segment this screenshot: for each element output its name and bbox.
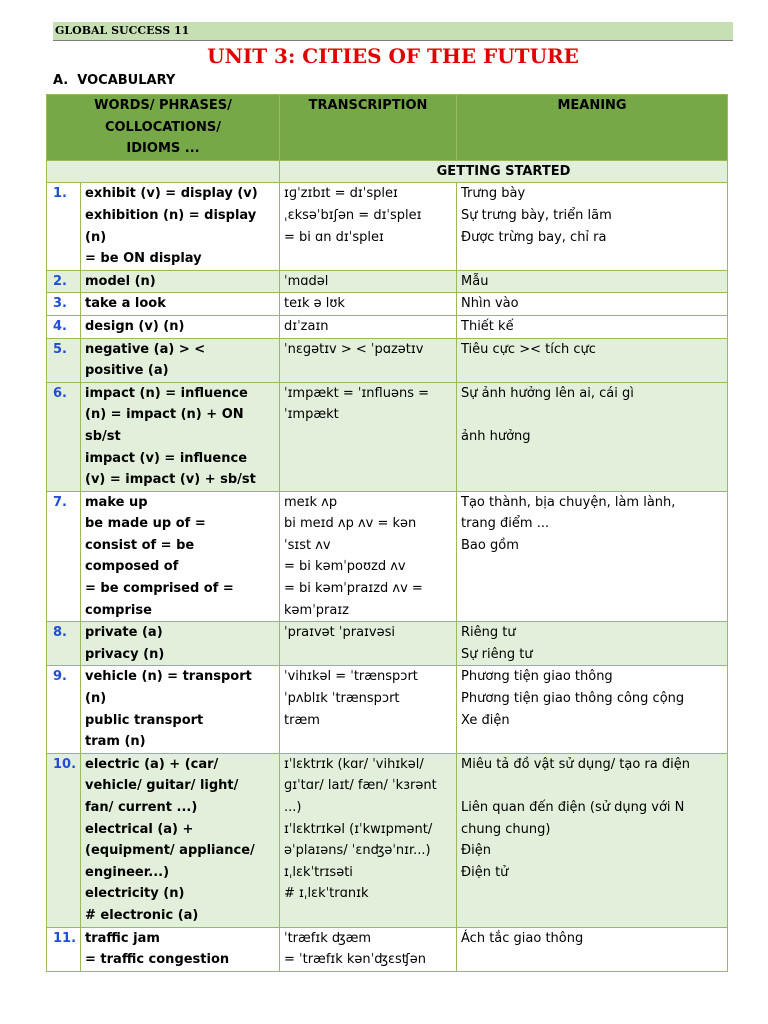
row-number: 1. xyxy=(47,183,81,270)
word-cell-line: exhibit (v) = display (v) xyxy=(85,186,258,202)
transcription-cell-line: ɡɪˈtɑr/ laɪt/ fæn/ ˈkɜrənt xyxy=(284,778,437,794)
word-cell-line: # electronic (a) xyxy=(85,907,199,923)
transcription-cell xyxy=(280,270,457,293)
transcription-cell-line: bi meɪd ʌp ʌv = kən xyxy=(284,516,417,532)
transcription-cell-line: træm xyxy=(284,712,320,728)
table-row xyxy=(47,753,728,927)
meaning-cell-line: Thiết kế xyxy=(461,318,514,334)
word-cell-line: = be comprised of = xyxy=(85,581,234,597)
transcription-cell-line: ˈtræfɪk ʤæm xyxy=(284,930,372,946)
word-cell-line: electricity (n) xyxy=(85,886,185,902)
word-cell-line: privacy (n) xyxy=(85,646,165,662)
words-column-header xyxy=(47,95,280,161)
word-cell xyxy=(81,666,280,753)
word-cell xyxy=(81,622,280,666)
course-header-bar xyxy=(53,22,733,41)
word-cell-line: (equipment/ appliance/ xyxy=(85,843,255,859)
meaning-cell-line: Được trừng bay, chỉ ra xyxy=(461,229,607,245)
words-header-line: COLLOCATIONS/ xyxy=(104,119,222,135)
word-cell-line: fan/ current ...) xyxy=(85,800,198,815)
row-number: 3. xyxy=(47,293,81,316)
section-label: A. VOCABULARY xyxy=(53,73,176,88)
transcription-cell xyxy=(280,315,457,338)
transcription-cell xyxy=(280,293,457,316)
word-cell xyxy=(81,315,280,338)
table-row xyxy=(47,183,728,270)
transcription-cell-line: kəmˈpraɪz xyxy=(284,602,349,618)
word-cell-line: design (v) (n) xyxy=(85,318,185,334)
transcription-cell-line: əˈplaɪəns/ ˈɛnʤəˈnɪr...) xyxy=(284,843,431,859)
transcription-cell xyxy=(280,753,457,927)
meaning-cell-line: Xe điện xyxy=(461,712,510,728)
meaning-column-header: MEANING xyxy=(457,95,728,161)
word-cell-line: engineer...) xyxy=(85,864,170,880)
word-cell-line: public transport xyxy=(85,712,204,728)
meaning-cell-line: Riêng tư xyxy=(461,625,516,641)
word-cell-line: take a look xyxy=(85,296,166,312)
word-cell xyxy=(81,927,280,971)
word-cell-line: negative (a) > < xyxy=(85,341,206,357)
meaning-cell xyxy=(457,183,728,270)
transcription-cell-line: = bi ɑn dɪˈspleɪ xyxy=(284,229,384,245)
meaning-cell-line: Phương tiện giao thông công cộng xyxy=(461,691,685,707)
meaning-cell xyxy=(457,491,728,622)
table-row xyxy=(47,622,728,666)
meaning-cell xyxy=(457,338,728,382)
meaning-cell xyxy=(457,315,728,338)
row-number: 5. xyxy=(47,338,81,382)
table-row xyxy=(47,338,728,382)
table-row xyxy=(47,382,728,491)
word-cell-line: electric (a) + (car/ xyxy=(85,756,219,772)
word-cell-line: make up xyxy=(85,494,148,510)
meaning-cell xyxy=(457,382,728,491)
transcription-cell-line: ˌɛksəˈbɪʃən = dɪˈspleɪ xyxy=(284,207,422,223)
row-number: 8. xyxy=(47,622,81,666)
transcription-cell xyxy=(280,622,457,666)
word-cell-line: (v) = impact (v) + sb/st xyxy=(85,472,256,488)
meaning-cell-line: Điện xyxy=(461,843,491,859)
transcription-cell-line: ɪˈlɛktrɪkəl (ɪˈkwɪpmənt/ xyxy=(284,821,433,837)
word-cell-line: composed of xyxy=(85,559,179,575)
transcription-cell-line: ...) xyxy=(284,800,302,815)
word-cell xyxy=(81,753,280,927)
meaning-cell-line: Sự trưng bày, triển lãm xyxy=(461,207,612,223)
transcription-cell-line: ɪˈlɛktrɪk (kɑr/ ˈvihɪkəl/ xyxy=(284,756,424,772)
meaning-cell-line: Ách tắc giao thông xyxy=(461,930,584,946)
transcription-cell xyxy=(280,382,457,491)
word-cell-line: comprise xyxy=(85,602,152,618)
transcription-column-header: TRANSCRIPTION xyxy=(280,95,457,161)
transcription-cell-line: ˈpraɪvət ˈpraɪvəsi xyxy=(284,625,395,641)
meaning-cell-line: Sự riêng tư xyxy=(461,646,533,662)
meaning-cell-line: Tiêu cực >< tích cực xyxy=(461,341,596,357)
row-number: 2. xyxy=(47,270,81,293)
meaning-cell-line: Mẫu xyxy=(461,273,489,289)
meaning-cell-line xyxy=(461,404,723,426)
word-cell-line: = be ON display xyxy=(85,251,202,267)
transcription-cell-line: ˈvihɪkəl = ˈtrænspɔrt xyxy=(284,669,418,685)
meaning-cell xyxy=(457,666,728,753)
word-cell-line: (n) = impact (n) + ON xyxy=(85,407,244,423)
row-number: 7. xyxy=(47,491,81,622)
table-row xyxy=(47,293,728,316)
meaning-cell-line: Tạo thành, bịa chuyện, làm lành, xyxy=(461,494,676,510)
meaning-cell-line: chung chung) xyxy=(461,821,551,837)
word-cell xyxy=(81,183,280,270)
transcription-cell-line: ɪˌlɛkˈtrɪsəti xyxy=(284,864,353,880)
transcription-cell-line: ˈmɑdəl xyxy=(284,273,329,289)
word-cell-line: tram (n) xyxy=(85,734,146,750)
word-cell-line: private (a) xyxy=(85,625,163,641)
course-name: GLOBAL SUCCESS 11 xyxy=(55,24,190,37)
meaning-cell-line xyxy=(461,775,723,797)
transcription-cell xyxy=(280,666,457,753)
transcription-cell-line: ɪɡˈzɪbɪt = dɪˈspleɪ xyxy=(284,186,398,202)
word-cell-line: traffic jam xyxy=(85,930,160,946)
row-number: 4. xyxy=(47,315,81,338)
word-cell xyxy=(81,293,280,316)
transcription-cell-line: meɪk ʌp xyxy=(284,494,338,510)
transcription-cell-line: ˈɪmpækt xyxy=(284,407,339,423)
word-cell-line: electrical (a) + xyxy=(85,821,194,837)
vocabulary-table xyxy=(46,94,728,972)
word-cell-line: be made up of = xyxy=(85,516,206,532)
subsection-spacer xyxy=(47,160,280,183)
word-cell-line: vehicle (n) = transport xyxy=(85,669,252,685)
meaning-cell-line: trang điểm ... xyxy=(461,516,550,532)
words-header-line: WORDS/ PHRASES/ xyxy=(94,98,232,113)
table-row xyxy=(47,666,728,753)
meaning-cell xyxy=(457,293,728,316)
transcription-cell-line: ˈɪmpækt = ˈɪnfluəns = xyxy=(284,385,429,401)
word-cell-line: positive (a) xyxy=(85,363,169,379)
table-row xyxy=(47,491,728,622)
word-cell xyxy=(81,338,280,382)
word-cell-line: (n) xyxy=(85,229,107,245)
transcription-cell-line: = ˈtræfɪk kənˈʤɛsʧən xyxy=(284,952,426,968)
transcription-cell-line: dɪˈzaɪn xyxy=(284,318,329,334)
transcription-cell-line: ˈnɛɡətɪv > < ˈpɑzətɪv xyxy=(284,341,424,357)
subsection-title: GETTING STARTED xyxy=(280,160,728,183)
word-cell xyxy=(81,270,280,293)
subsection-row xyxy=(47,160,728,183)
word-cell-line: = traffic congestion xyxy=(85,952,230,968)
word-cell xyxy=(81,382,280,491)
meaning-cell-line: Nhìn vào xyxy=(461,296,519,312)
row-number: 10. xyxy=(47,753,81,927)
transcription-cell xyxy=(280,491,457,622)
transcription-cell-line: = bi kəmˈpoʊzd ʌv xyxy=(284,559,406,575)
transcription-cell-line: ˈpʌblɪk ˈtrænspɔrt xyxy=(284,691,400,707)
word-cell xyxy=(81,491,280,622)
meaning-cell-line: Phương tiện giao thông xyxy=(461,669,613,685)
transcription-cell-line: ˈsɪst ʌv xyxy=(284,537,331,553)
meaning-cell-line: Liên quan đến điện (sử dụng với N xyxy=(461,800,685,815)
row-number: 9. xyxy=(47,666,81,753)
meaning-cell-line: Miêu tả đồ vật sử dụng/ tạo ra điện xyxy=(461,756,690,772)
word-cell-line: vehicle/ guitar/ light/ xyxy=(85,778,239,794)
meaning-cell xyxy=(457,622,728,666)
transcription-cell xyxy=(280,927,457,971)
table-header-row xyxy=(47,95,728,161)
word-cell-line: model (n) xyxy=(85,273,156,289)
word-cell-line: impact (n) = influence xyxy=(85,385,248,401)
table-row xyxy=(47,270,728,293)
word-cell-line: impact (v) = influence xyxy=(85,450,248,466)
row-number: 6. xyxy=(47,382,81,491)
meaning-cell-line: Bao gồm xyxy=(461,537,519,553)
word-cell-line: consist of = be xyxy=(85,537,195,553)
meaning-cell-line: ảnh hưởng xyxy=(461,428,531,444)
word-cell-line: sb/st xyxy=(85,428,121,444)
transcription-cell xyxy=(280,338,457,382)
transcription-cell-line: teɪk ə lʊk xyxy=(284,296,345,312)
meaning-cell-line: Trưng bày xyxy=(461,186,526,202)
meaning-cell xyxy=(457,270,728,293)
word-cell-line: (n) xyxy=(85,691,107,707)
meaning-cell-line: Sự ảnh hưởng lên ai, cái gì xyxy=(461,385,634,401)
word-cell-line: exhibition (n) = display xyxy=(85,207,257,223)
meaning-cell-line: Điện tử xyxy=(461,864,509,880)
meaning-cell xyxy=(457,753,728,927)
table-row xyxy=(47,315,728,338)
words-header-line: IDIOMS ... xyxy=(126,141,200,157)
table-row xyxy=(47,927,728,971)
row-number: 11. xyxy=(47,927,81,971)
transcription-cell-line: # ɪˌlɛkˈtrɑnɪk xyxy=(284,886,369,902)
meaning-cell xyxy=(457,927,728,971)
transcription-cell xyxy=(280,183,457,270)
unit-title: UNIT 3: CITIES OF THE FUTURE xyxy=(207,44,579,68)
transcription-cell-line: = bi kəmˈpraɪzd ʌv = xyxy=(284,581,423,597)
